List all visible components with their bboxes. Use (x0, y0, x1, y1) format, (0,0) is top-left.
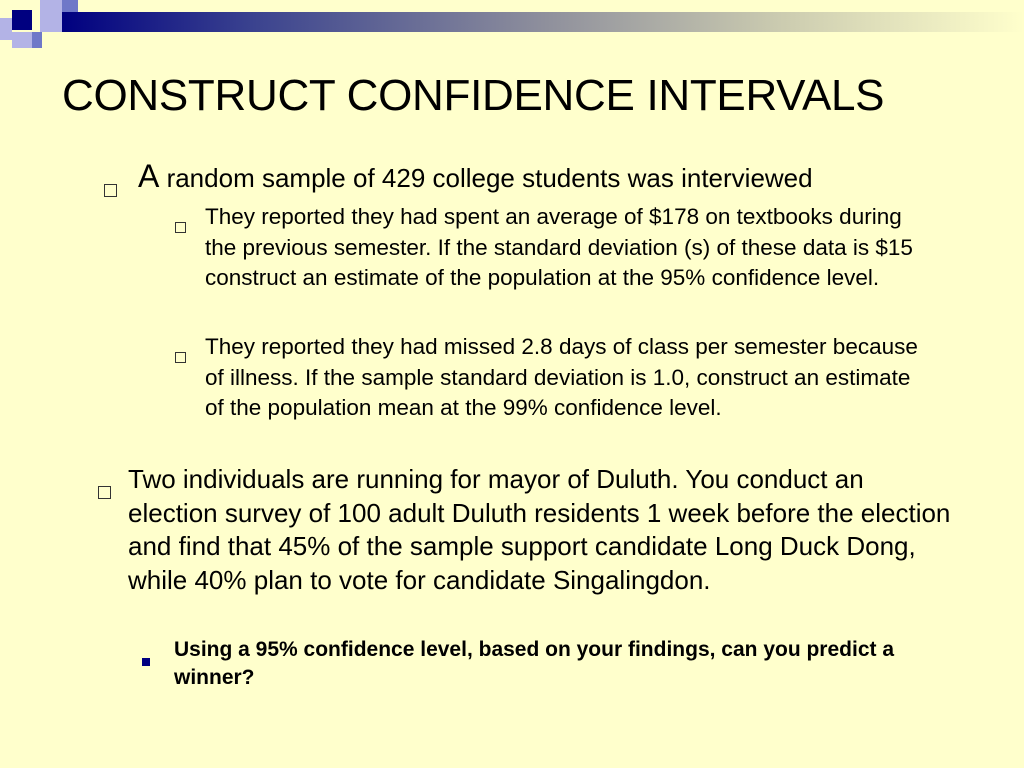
bullet-mayor-election (98, 463, 958, 597)
sub-bullet-predict-winner (142, 636, 962, 692)
sub-bullet-missed-days (175, 332, 935, 424)
corner-square-lilac-left (0, 18, 12, 40)
filled-square-bullet-icon (142, 646, 150, 674)
bullet-text (138, 158, 984, 196)
hollow-square-bullet-icon (175, 211, 186, 242)
hollow-square-bullet-icon (104, 170, 117, 206)
corner-square-lilac-bottom (12, 32, 32, 48)
sub-bullet-text: They reported they had spent an average of $178 on textbooks during the previous semester. If the standard deviation (s) of these data is $15 construct an estimate of the population at the 95% confidence level. (205, 204, 913, 290)
hollow-square-bullet-icon (98, 474, 111, 508)
corner-square-lilac-center (40, 10, 62, 32)
bullet-random-sample (104, 158, 984, 196)
bullet-lead-letter: A (138, 158, 160, 194)
bullet-body: random sample of 429 college students was interviewed (159, 163, 813, 193)
sub-bullet-text: They reported they had missed 2.8 days of class per semester because of illness. If the sample standard deviation is 1.0, construct an estimate of the population mean at the 99% confidence level. (205, 334, 918, 420)
sub-bullet-text: Using a 95% confidence level, based on your findings, can you predict a winner? (174, 638, 895, 689)
sub-bullet-textbooks (175, 202, 935, 294)
title-gradient-bar (62, 12, 1024, 32)
corner-square-blue-bottom (32, 32, 42, 48)
slide-title: CONSTRUCT CONFIDENCE INTERVALS (62, 71, 885, 120)
corner-square-blue (62, 0, 78, 12)
corner-square-lilac-top (40, 0, 62, 10)
hollow-square-bullet-icon (175, 341, 186, 372)
corner-square-navy (12, 10, 32, 30)
bullet-text: Two individuals are running for mayor of Duluth. You conduct an election survey of 100 adult Duluth residents 1 week before the election and find that 45% of the sample support candidate Long Duck Dong, while 40% plan to vote for candidate Singalingdon. (128, 464, 951, 595)
